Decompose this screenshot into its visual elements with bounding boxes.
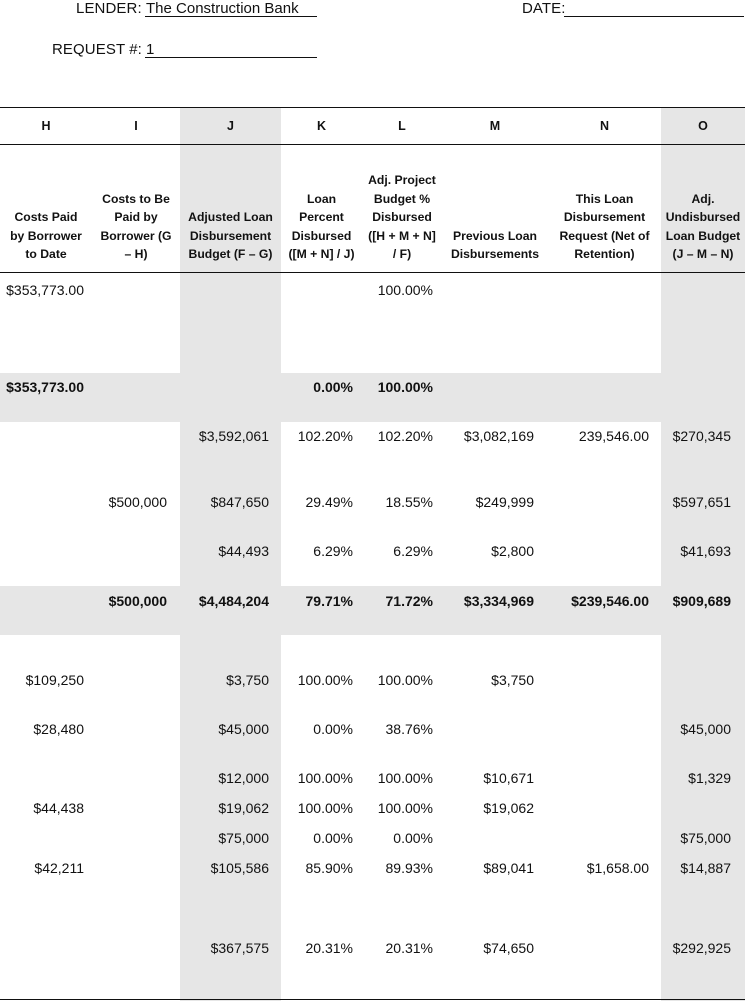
table-cell-l: 100.00% [377, 282, 433, 298]
header-divider-rule [0, 144, 745, 145]
column-letter-o: O [698, 119, 708, 133]
table-cell-k: 100.00% [297, 800, 353, 816]
table-cell-j: $75,000 [218, 830, 269, 846]
subtotal-cell-j: $4,484,204 [198, 593, 269, 609]
table-cell-k: 102.20% [297, 428, 353, 444]
table-cell-j: $105,586 [210, 860, 269, 876]
table-cell-m: $74,650 [483, 940, 534, 956]
table-cell-n: 239,546.00 [578, 428, 649, 444]
column-heading-k: Loan Percent Disbursed ([M + N] / J) [288, 191, 355, 262]
column-letter-n: N [599, 119, 610, 133]
table-cell-i: $500,000 [108, 494, 167, 510]
table-cell-l: 89.93% [385, 860, 433, 876]
table-cell-l: 0.00% [393, 830, 433, 846]
table-cell-l: 100.00% [377, 672, 433, 688]
column-heading-i: Costs to Be Paid by Borrower (G – H) [100, 191, 172, 262]
table-cell-m: $249,999 [475, 494, 534, 510]
table-cell-m: $2,800 [491, 543, 534, 559]
table-cell-l: 18.55% [385, 494, 433, 510]
column-heading-m: Previous Loan Disbursements [450, 228, 540, 262]
date-label: DATE: [522, 0, 566, 17]
table-cell-l: 100.00% [377, 770, 433, 786]
subtotal-cell-k: 0.00% [313, 379, 353, 395]
subtotal-cell-h: $353,773.00 [6, 379, 84, 395]
table-cell-m: $19,062 [483, 800, 534, 816]
request-underline [145, 57, 317, 58]
column-letter-k: K [316, 119, 327, 133]
table-cell-o: $14,887 [680, 860, 731, 876]
table-cell-k: 85.90% [305, 860, 353, 876]
table-cell-m: $3,082,169 [463, 428, 534, 444]
subtotal-cell-i: $500,000 [108, 593, 167, 609]
table-cell-k: 0.00% [313, 721, 353, 737]
table-cell-j: $847,650 [210, 494, 269, 510]
table-cell-k: 100.00% [297, 672, 353, 688]
column-heading-j: Adjusted Loan Disbursement Budget (F – G) [188, 210, 273, 262]
table-cell-m: $89,041 [483, 860, 534, 876]
subtotal-cell-l: 100.00% [377, 379, 433, 395]
table-cell-k: 6.29% [313, 543, 353, 559]
table-cell-m: $10,671 [483, 770, 534, 786]
table-top-rule [0, 107, 745, 108]
column-letter-l: L [398, 119, 406, 133]
column-letter-m: M [489, 119, 501, 133]
table-cell-h: $353,773.00 [6, 282, 84, 298]
subtotal-cell-o: $909,689 [672, 593, 731, 609]
table-cell-o: $597,651 [672, 494, 731, 510]
column-heading-l: Adj. Project Budget % Disbursed ([H + M + N] / F) [368, 173, 436, 262]
table-cell-k: 0.00% [313, 830, 353, 846]
table-cell-o: $75,000 [680, 830, 731, 846]
table-cell-k: 29.49% [305, 494, 353, 510]
table-cell-l: 102.20% [377, 428, 433, 444]
table-cell-j: $3,750 [226, 672, 269, 688]
subtotal-cell-l: 71.72% [385, 593, 433, 609]
column-heading-o: Adj. Undisbursed Loan Budget (J – M – N) [665, 191, 741, 262]
table-cell-j: $44,493 [218, 543, 269, 559]
table-cell-l: 6.29% [393, 543, 433, 559]
table-cell-j: $19,062 [218, 800, 269, 816]
table-cell-o: $270,345 [672, 428, 731, 444]
column-heading-h: Costs Paid by Borrower to Date [10, 210, 82, 262]
header-bottom-rule [0, 272, 745, 273]
lender-underline [145, 16, 317, 17]
subtotal-cell-n: $239,546.00 [571, 593, 649, 609]
table-cell-o: $45,000 [680, 721, 731, 737]
date-underline [564, 16, 744, 17]
table-cell-h: $28,480 [33, 721, 84, 737]
table-cell-k: 100.00% [297, 770, 353, 786]
table-cell-l: 20.31% [385, 940, 433, 956]
column-letter-h: H [41, 119, 51, 133]
table-bottom-rule [0, 999, 745, 1000]
column-letter-j: J [227, 119, 234, 133]
table-cell-o: $1,329 [688, 770, 731, 786]
lender-label: LENDER: [76, 0, 142, 17]
column-heading-n: This Loan Disbursement Request (Net of Retention) [559, 191, 650, 262]
table-cell-o: $41,693 [680, 543, 731, 559]
table-cell-j: $367,575 [210, 940, 269, 956]
request-value: 1 [146, 41, 155, 58]
table-cell-n: $1,658.00 [586, 860, 649, 876]
lender-value: The Construction Bank [146, 0, 299, 17]
table-cell-j: $45,000 [218, 721, 269, 737]
table-cell-h: $42,211 [34, 860, 84, 876]
table-cell-o: $292,925 [672, 940, 731, 956]
table-cell-j: $12,000 [218, 770, 269, 786]
table-cell-l: 100.00% [377, 800, 433, 816]
subtotal-cell-m: $3,334,969 [463, 593, 534, 609]
subtotal-cell-k: 79.71% [305, 593, 353, 609]
request-label: REQUEST #: [52, 41, 142, 58]
table-cell-k: 20.31% [305, 940, 353, 956]
subtotal-band-1 [0, 373, 745, 422]
table-cell-m: $3,750 [491, 672, 534, 688]
table-cell-l: 38.76% [385, 721, 433, 737]
table-cell-h: $109,250 [25, 672, 84, 688]
table-cell-h: $44,438 [33, 800, 84, 816]
column-letter-i: I [134, 119, 138, 133]
table-cell-j: $3,592,061 [198, 428, 269, 444]
